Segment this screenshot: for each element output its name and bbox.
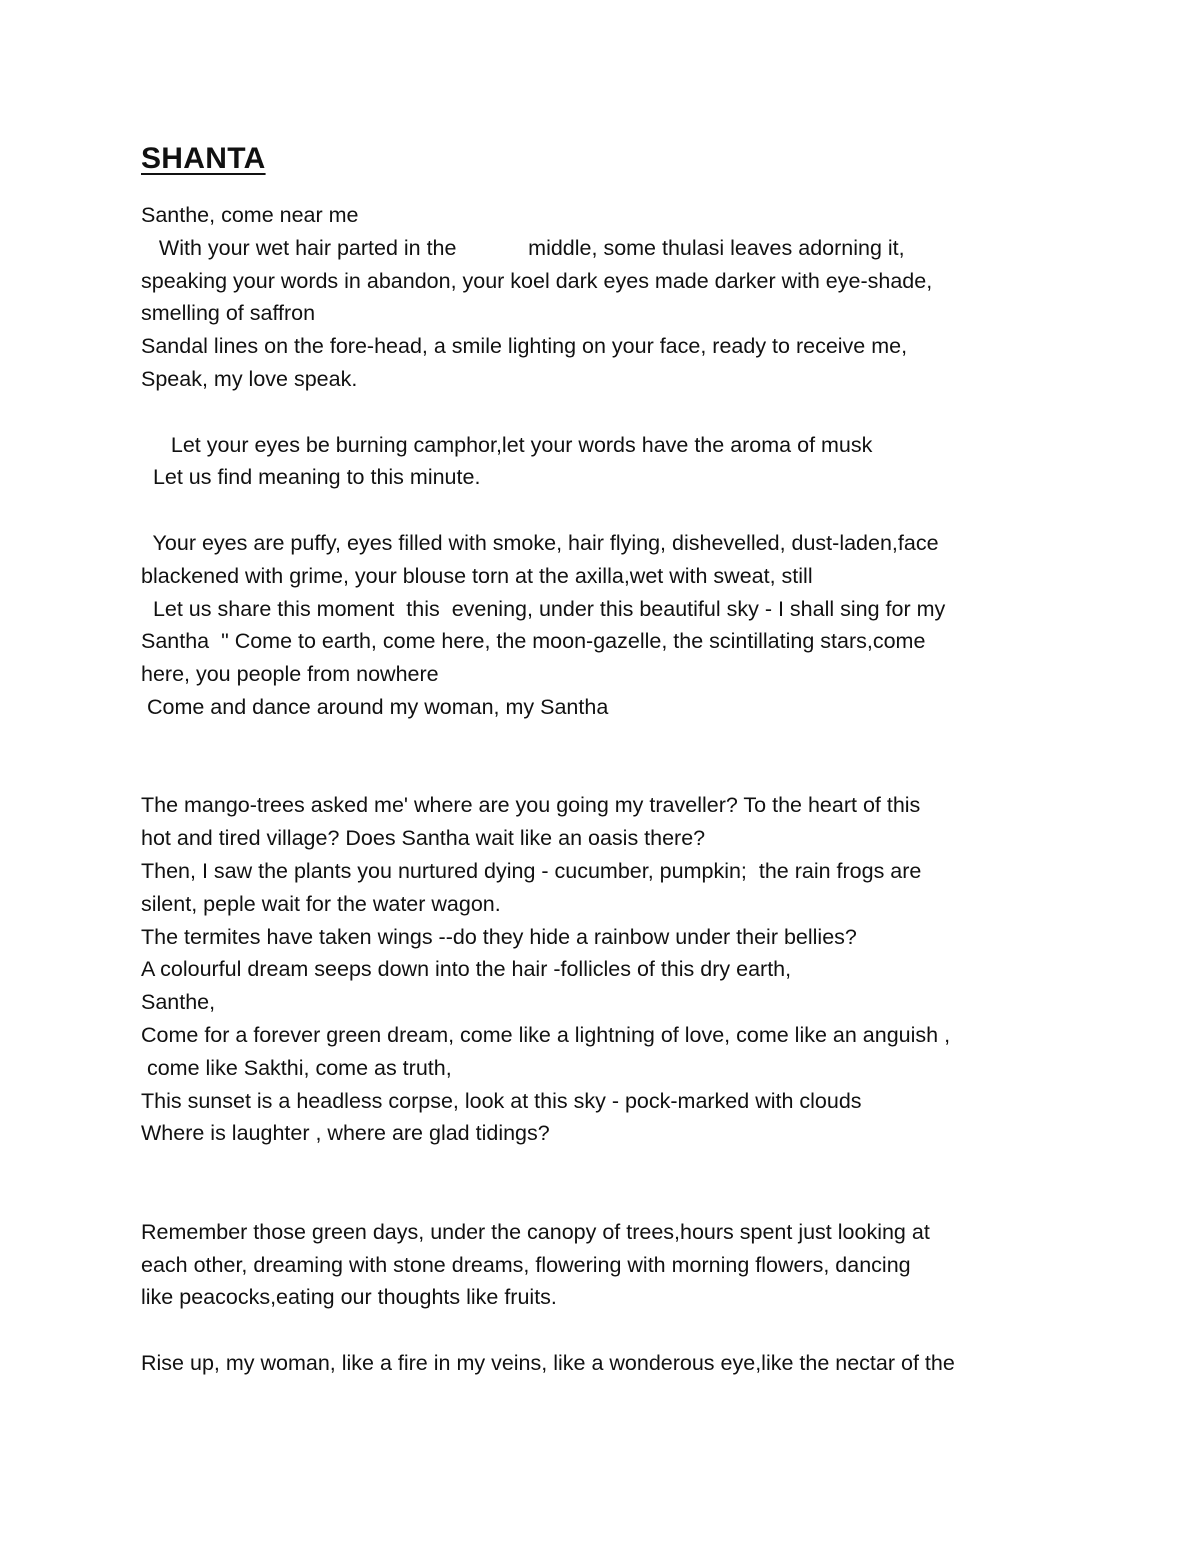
poem-line: Come for a forever green dream, come like a lightning of love, come like an anguish , <box>141 1023 951 1047</box>
poem-line: Your eyes are puffy, eyes filled with smoke, hair flying, dishevelled, dust-laden,face <box>141 531 939 555</box>
poem-line: Rise up, my woman, like a fire in my veins, like a wonderous eye,like the nectar of the <box>141 1351 955 1375</box>
poem-line: Santhe, come near me <box>141 203 359 227</box>
poem-line: hot and tired village? Does Santha wait like an oasis there? <box>141 826 706 851</box>
poem-line: silent, peple wait for the water wagon. <box>141 891 501 916</box>
poem-line: Come and dance around my woman, my Santha <box>141 695 609 719</box>
poem-line: Let your eyes be burning camphor,let your words have the aroma of musk <box>141 432 873 457</box>
poem-line: come like Sakthi, come as truth, <box>141 1055 452 1080</box>
poem-line: like peacocks,eating our thoughts like fruits. <box>141 1285 557 1310</box>
poem-line: Let us find meaning to this minute. <box>141 465 481 490</box>
poem-line: Sandal lines on the fore-head, a smile lighting on your face, ready to receive me, <box>141 334 908 359</box>
poem-line: A colourful dream seeps down into the hair -follicles of this dry earth, <box>141 957 792 982</box>
poem-line: The termites have taken wings --do they hide a rainbow under their bellies? <box>141 924 857 949</box>
poem-line: Santhe, <box>141 990 216 1015</box>
poem-line: Santha " Come to earth, come here, the moon-gazelle, the scintillating stars,come <box>141 629 926 654</box>
poem-line: Where is laughter , where are glad tidings? <box>141 1121 550 1146</box>
poem-line: Remember those green days, under the canopy of trees,hours spent just looking at <box>141 1219 930 1244</box>
poem-line: smelling of saffron <box>141 301 316 326</box>
poem-line: Then, I saw the plants you nurtured dying - cucumber, pumpkin; the rain frogs are <box>141 859 922 883</box>
poem-title: SHANTA <box>141 142 266 175</box>
poem-line: Let us share this moment this evening, under this beautiful sky - I shall sing for my <box>141 596 946 621</box>
poem-line: The mango-trees asked me' where are you going my traveller? To the heart of this <box>141 793 921 818</box>
poem-line: With your wet hair parted in the middle, some thulasi leaves adorning it, <box>141 235 905 260</box>
poem-line: speaking your words in abandon, your koel dark eyes made darker with eye-shade, <box>141 268 933 293</box>
poem-line: This sunset is a headless corpse, look at this sky - pock-marked with clouds <box>141 1088 862 1113</box>
poem-line: Speak, my love speak. <box>141 367 358 391</box>
poem-line: each other, dreaming with stone dreams, flowering with morning flowers, dancing <box>141 1252 911 1277</box>
poem-line: here, you people from nowhere <box>141 662 439 687</box>
poem-line: blackened with grime, your blouse torn at the axilla,wet with sweat, still <box>141 563 813 588</box>
